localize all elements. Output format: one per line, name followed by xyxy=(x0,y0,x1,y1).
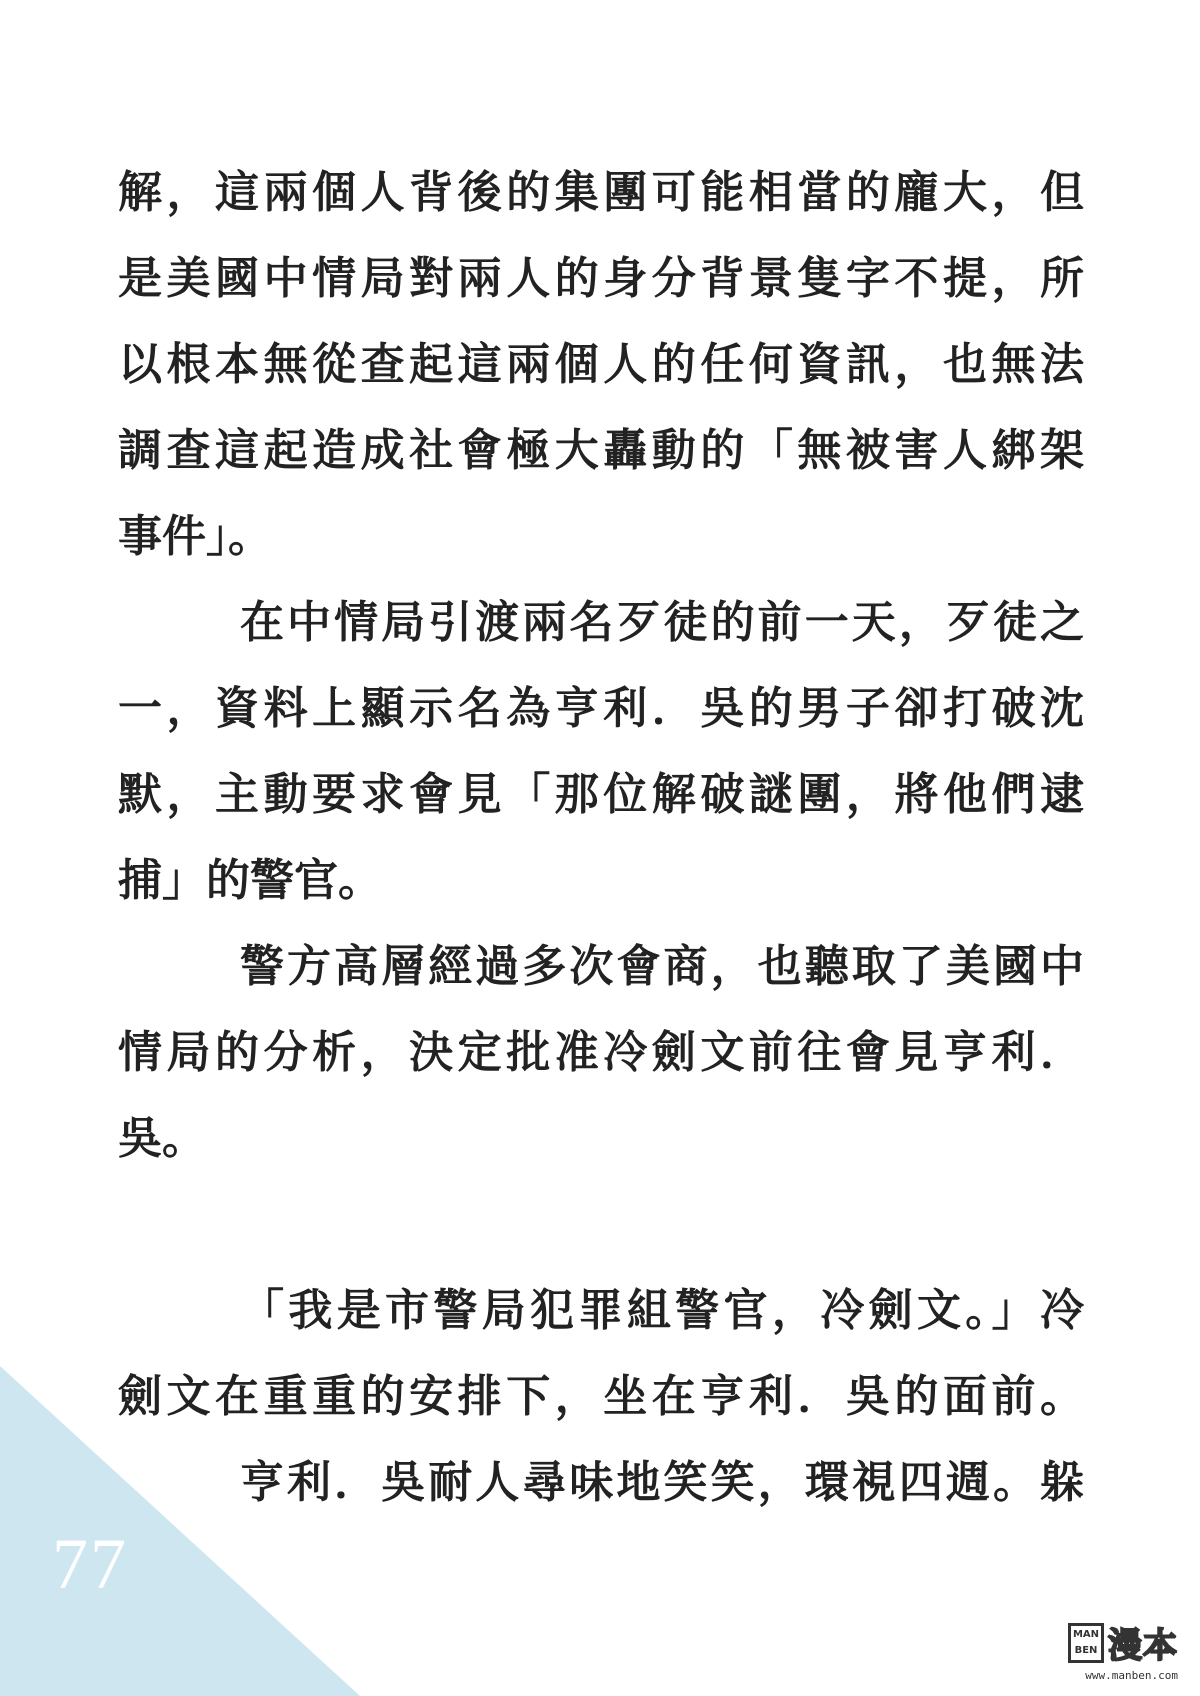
watermark-logo-box xyxy=(1068,1623,1104,1663)
blank-line xyxy=(118,1182,1084,1268)
text-line: 「我是市警局犯罪組警官，冷劍文。」冷 xyxy=(240,1285,1084,1336)
text-line: 一，資料上顯示名為亨利．吳的男子卻打破沈 xyxy=(118,683,1084,734)
watermark-box-bottom: BEN xyxy=(1074,1644,1098,1656)
watermark-url: www.manben.com xyxy=(1085,1669,1178,1682)
text-line: 調查這起造成社會極大轟動的「無被害人綁架 xyxy=(118,425,1084,476)
page-number: 77 xyxy=(52,1524,128,1604)
text-line: 劍文在重重的安排下，坐在亨利．吳的面前。 xyxy=(118,1371,1084,1422)
text-line: 解，這兩個人背後的集團可能相當的龐大，但 xyxy=(118,167,1084,218)
watermark-name: 漫本 xyxy=(1108,1626,1178,1666)
watermark-logo xyxy=(1028,1618,1178,1667)
text-line: 亨利．吳耐人尋味地笑笑，環視四週。躲 xyxy=(240,1457,1084,1508)
text-line: 吳。 xyxy=(118,1113,206,1164)
text-line: 事件」。 xyxy=(118,511,272,562)
text-line: 默，主動要求會見「那位解破謎團，將他們逮 xyxy=(118,769,1084,820)
text-line: 情局的分析，決定批准冷劍文前往會見亨利． xyxy=(118,1027,1084,1078)
body-text xyxy=(118,150,1084,1526)
text-line: 以根本無從查起這兩個人的任何資訊，也無法 xyxy=(118,339,1084,390)
watermark-box-top: MAN xyxy=(1072,1628,1100,1640)
text-line: 是美國中情局對兩人的身分背景隻字不提，所 xyxy=(118,253,1084,304)
text-line: 捕」的警官。 xyxy=(118,855,382,906)
text-line: 在中情局引渡兩名歹徒的前一天，歹徒之 xyxy=(240,597,1084,648)
text-line: 警方高層經過多次會商，也聽取了美國中 xyxy=(240,941,1084,992)
manben-watermark xyxy=(1028,1618,1178,1682)
